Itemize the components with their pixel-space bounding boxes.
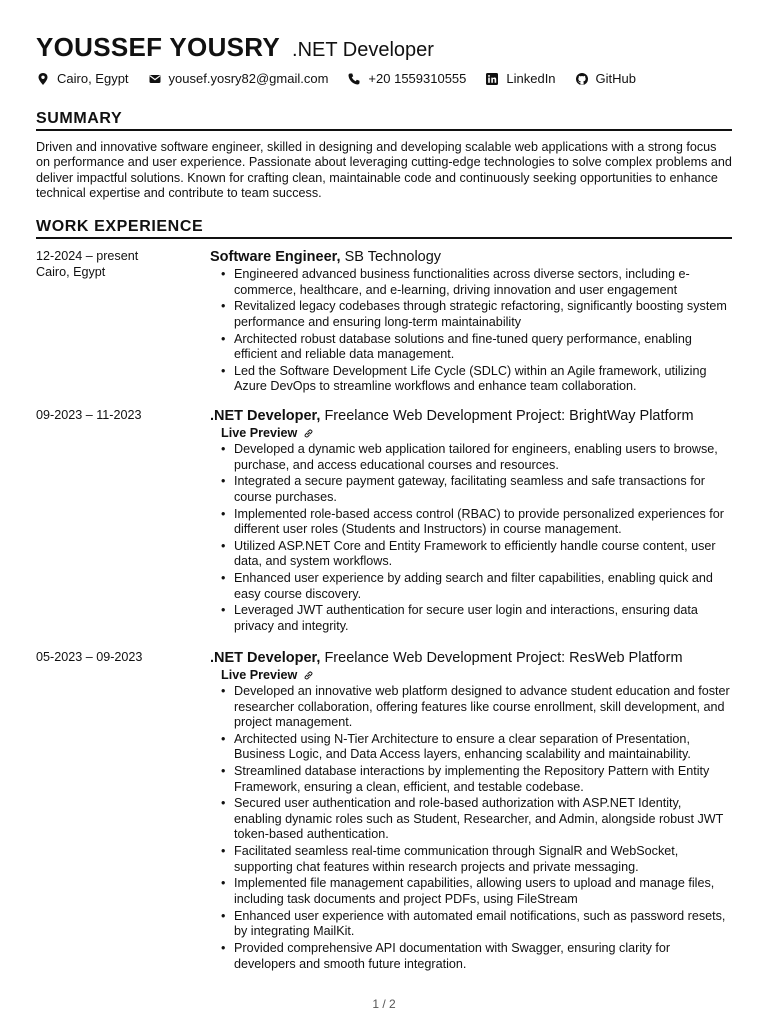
email-text[interactable]: yousef.yosry82@gmail.com <box>168 71 329 86</box>
job-details <box>210 649 732 973</box>
resume-header <box>36 32 434 63</box>
contact-email[interactable] <box>148 71 329 86</box>
list-item: • Integrated a secure payment gateway, facilitating seamless and safe transactions for course purchases. <box>210 474 732 505</box>
job-meta <box>36 407 206 423</box>
list-item: • Leveraged JWT authentication for secure user login and interactions, ensuring data privacy and integrity. <box>210 603 732 634</box>
job-role: .NET Developer, <box>210 408 321 424</box>
job-details <box>210 407 732 636</box>
job-role-line <box>210 248 732 266</box>
list-item: • Led the Software Development Life Cycle (SDLC) within an Agile framework, utilizing Azure DevOps to streamline workflows and enhance team collaboration. <box>210 364 732 395</box>
list-item: • Utilized ASP.NET Core and Entity Framework to efficiently handle course content, user data, and system workflows. <box>210 539 732 570</box>
list-item: • Developed an innovative web platform designed to advance student education and foster researcher collaboration, offering features like course enrollment, skill development, and project management. <box>210 684 732 731</box>
job-role: Software Engineer, <box>210 249 341 265</box>
job-details <box>210 248 732 396</box>
location-text: Cairo, Egypt <box>57 71 129 86</box>
list-item: • Facilitated seamless real-time communication through SignalR and WebSocket, supporting chat features within research projects and private messaging. <box>210 844 732 875</box>
job-bullets <box>210 267 732 395</box>
list-item: • Enhanced user experience with automated email notifications, such as password resets, by integrating MailKit. <box>210 909 732 940</box>
phone-text[interactable]: +20 1559310555 <box>368 71 467 86</box>
live-preview-link[interactable] <box>221 426 732 441</box>
list-item: • Engineered advanced business functionalities across diverse sectors, including e-commerce, healthcare, and e-learning, driving innovation and user engagement <box>210 267 732 298</box>
contact-bar <box>36 71 655 86</box>
list-item: • Provided comprehensive API documentation with Swagger, ensuring clarity for developers and smooth future integration. <box>210 941 732 972</box>
page-indicator: 1 / 2 <box>372 997 396 1011</box>
link-icon <box>303 670 314 681</box>
job-bullets <box>210 684 732 972</box>
envelope-icon <box>148 72 162 86</box>
contact-github[interactable] <box>575 71 636 86</box>
job-meta <box>36 649 206 665</box>
candidate-name: YOUSSEF YOUSRY <box>36 32 281 62</box>
job-role-line <box>210 649 732 667</box>
contact-location <box>36 71 129 86</box>
summary-heading: SUMMARY <box>36 110 732 131</box>
job-company: SB Technology <box>344 249 442 265</box>
linkedin-link[interactable]: LinkedIn <box>506 71 556 86</box>
location-pin-icon <box>36 72 50 86</box>
list-item: • Architected using N-Tier Architecture to ensure a clear separation of Presentation, Business Logic, and Data Access layers, enhancing scalability and maintainability. <box>210 732 732 763</box>
job-role-line <box>210 407 732 425</box>
list-item: • Developed a dynamic web application tailored for engineers, enabling users to browse, purchase, and access educational courses and resources. <box>210 442 732 473</box>
list-item: • Implemented role-based access control (RBAC) to provide personalized experiences for different user roles (Students and Instructors) in course management. <box>210 507 732 538</box>
job-company: Freelance Web Development Project: BrightWay Platform <box>324 408 694 424</box>
github-icon <box>575 72 589 86</box>
list-item: • Revitalized legacy codebases through strategic refactoring, significantly boosting system performance and ensuring long-term maintainability <box>210 299 732 330</box>
contact-phone[interactable] <box>347 71 466 86</box>
live-preview-label[interactable]: Live Preview <box>221 426 298 440</box>
live-preview-label[interactable]: Live Preview <box>221 668 298 682</box>
list-item: • Streamlined database interactions by implementing the Repository Pattern with Entity Framework, ensuring a clean, efficient, and testable codebase. <box>210 764 732 795</box>
github-link[interactable]: GitHub <box>595 71 637 86</box>
list-item: • Secured user authentication and role-based authorization with ASP.NET Identity, enabling dynamic roles such as Student, Researcher, and Admin, alongside robust JWT token-based authentication. <box>210 796 732 843</box>
live-preview-link[interactable] <box>221 668 732 683</box>
list-item: • Enhanced user experience by adding search and filter capabilities, enabling quick and easy course discovery. <box>210 571 732 602</box>
job-meta <box>36 248 206 280</box>
job-location: Cairo, Egypt <box>36 265 106 279</box>
job-company: Freelance Web Development Project: ResWeb Platform <box>324 650 683 666</box>
job-dates: 12-2024 – present <box>36 249 139 263</box>
list-item: • Architected robust database solutions and fine-tuned query performance, enabling efficient and reliable data management. <box>210 332 732 363</box>
contact-linkedin[interactable] <box>485 71 555 86</box>
phone-icon <box>347 72 361 86</box>
job-role: .NET Developer, <box>210 650 321 666</box>
candidate-title: .NET Developer <box>292 39 434 61</box>
job-dates: 09-2023 – 11-2023 <box>36 408 142 422</box>
list-item: • Implemented file management capabilities, allowing users to upload and manage files, including task documents and project PDFs, using FileStream <box>210 876 732 907</box>
work-experience-heading: WORK EXPERIENCE <box>36 218 732 239</box>
summary-text: Driven and innovative software engineer, skilled in designing and developing scalable web applications with a strong focus on performance and user experience. Passionate about leveraging cutting-edge technologies to solve complex problems and deliver impactful solutions. Known for crafting clean, maintainable code and continuously seeking opportunities to enhance technical expertise and contribute to team success. <box>36 140 732 200</box>
link-icon <box>303 428 314 439</box>
linkedin-icon <box>485 72 499 86</box>
job-bullets <box>210 442 732 634</box>
job-dates: 05-2023 – 09-2023 <box>36 650 143 664</box>
